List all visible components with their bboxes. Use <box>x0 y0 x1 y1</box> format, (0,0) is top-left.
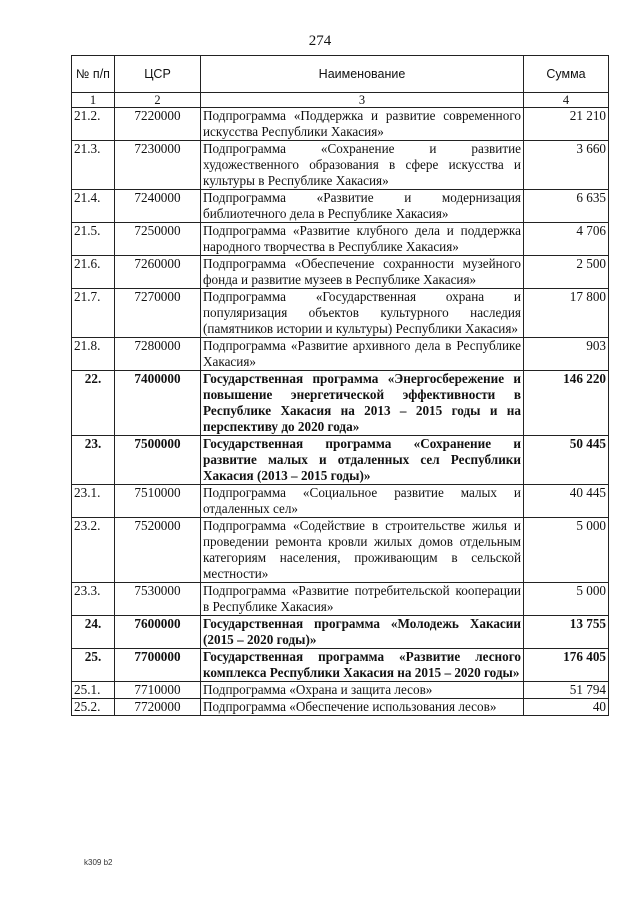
column-index: 1 <box>72 93 115 108</box>
column-index: 2 <box>115 93 201 108</box>
row-code: 7530000 <box>115 583 201 616</box>
row-code: 7270000 <box>115 289 201 338</box>
row-name: Подпрограмма «Содействие в строительстве жилья и проведении ремонта кровли жилых домов отдельным категориям населения, проживающим в сельской местности» <box>201 518 524 583</box>
subprogram-row <box>72 699 609 716</box>
row-number: 21.8. <box>72 338 115 371</box>
row-name: Подпрограмма «Государственная охрана и популяризация объектов культурного наследия (памятников истории и культуры) Республики Хакасия» <box>201 289 524 338</box>
row-amount: 4 706 <box>524 223 609 256</box>
row-number: 23. <box>72 436 115 485</box>
row-name: Подпрограмма «Поддержка и развитие современного искусства Республики Хакасия» <box>201 108 524 141</box>
subprogram-row <box>72 108 609 141</box>
row-amount: 13 755 <box>524 616 609 649</box>
row-name: Подпрограмма «Развитие архивного дела в Республике Хакасия» <box>201 338 524 371</box>
row-number: 21.6. <box>72 256 115 289</box>
row-code: 7280000 <box>115 338 201 371</box>
subprogram-row <box>72 256 609 289</box>
row-amount: 40 445 <box>524 485 609 518</box>
header-amount: Сумма <box>524 56 609 93</box>
row-code: 7250000 <box>115 223 201 256</box>
row-code: 7400000 <box>115 371 201 436</box>
column-index: 4 <box>524 93 609 108</box>
row-number: 25.2. <box>72 699 115 716</box>
row-code: 7220000 <box>115 108 201 141</box>
subprogram-row <box>72 338 609 371</box>
row-amount: 6 635 <box>524 190 609 223</box>
row-number: 21.3. <box>72 141 115 190</box>
row-amount: 21 210 <box>524 108 609 141</box>
subprogram-row <box>72 141 609 190</box>
column-index-row <box>72 93 609 108</box>
row-amount: 40 <box>524 699 609 716</box>
row-amount: 50 445 <box>524 436 609 485</box>
row-amount: 146 220 <box>524 371 609 436</box>
row-number: 21.7. <box>72 289 115 338</box>
header-row <box>72 56 609 93</box>
row-number: 22. <box>72 371 115 436</box>
row-name: Подпрограмма «Развитие и модернизация библиотечного дела в Республике Хакасия» <box>201 190 524 223</box>
header-code: ЦСР <box>115 56 201 93</box>
row-amount: 3 660 <box>524 141 609 190</box>
row-amount: 5 000 <box>524 583 609 616</box>
row-amount: 5 000 <box>524 518 609 583</box>
program-row <box>72 649 609 682</box>
page-number: 274 <box>308 33 332 49</box>
row-number: 23.2. <box>72 518 115 583</box>
row-number: 24. <box>72 616 115 649</box>
program-row <box>72 616 609 649</box>
program-row <box>72 436 609 485</box>
row-number: 25.1. <box>72 682 115 699</box>
row-code: 7700000 <box>115 649 201 682</box>
budget-table <box>71 55 609 716</box>
row-amount: 176 405 <box>524 649 609 682</box>
row-amount: 51 794 <box>524 682 609 699</box>
subprogram-row <box>72 485 609 518</box>
row-code: 7710000 <box>115 682 201 699</box>
header-number: № п/п <box>72 56 115 93</box>
row-name: Государственная программа «Развитие лесного комплекса Республики Хакасия на 2015 – 2020 годы» <box>201 649 524 682</box>
row-name: Государственная программа «Молодежь Хакасии (2015 – 2020 годы)» <box>201 616 524 649</box>
row-code: 7240000 <box>115 190 201 223</box>
subprogram-row <box>72 223 609 256</box>
row-code: 7500000 <box>115 436 201 485</box>
subprogram-row <box>72 190 609 223</box>
row-code: 7520000 <box>115 518 201 583</box>
row-name: Подпрограмма «Сохранение и развитие художественного образования в сфере искусства и культуры в Республике Хакасия» <box>201 141 524 190</box>
subprogram-row <box>72 583 609 616</box>
row-code: 7260000 <box>115 256 201 289</box>
subprogram-row <box>72 289 609 338</box>
program-row <box>72 371 609 436</box>
row-code: 7230000 <box>115 141 201 190</box>
row-name: Государственная программа «Сохранение и развитие малых и отдаленных сел Республики Хакасия (2013 – 2015 годы)» <box>201 436 524 485</box>
row-name: Подпрограмма «Обеспечение сохранности музейного фонда и развитие музеев в Республике Хакасия» <box>201 256 524 289</box>
header-name: Наименование <box>201 56 524 93</box>
row-name: Подпрограмма «Развитие клубного дела и поддержка народного творчества в Республике Хакасия» <box>201 223 524 256</box>
row-amount: 2 500 <box>524 256 609 289</box>
row-code: 7510000 <box>115 485 201 518</box>
row-number: 25. <box>72 649 115 682</box>
subprogram-row <box>72 518 609 583</box>
row-amount: 903 <box>524 338 609 371</box>
row-number: 21.5. <box>72 223 115 256</box>
row-name: Подпрограмма «Социальное развитие малых и отдаленных сел» <box>201 485 524 518</box>
row-number: 23.1. <box>72 485 115 518</box>
row-name: Подпрограмма «Развитие потребительской кооперации в Республике Хакасия» <box>201 583 524 616</box>
row-name: Государственная программа «Энергосбережение и повышение энергетической эффективности в Республике Хакасия на 2013 – 2015 годы и на перспективу до 2020 года» <box>201 371 524 436</box>
row-number: 23.3. <box>72 583 115 616</box>
row-code: 7600000 <box>115 616 201 649</box>
row-name: Подпрограмма «Охрана и защита лесов» <box>201 682 524 699</box>
footer-mark: k309 b2 <box>84 858 113 867</box>
row-number: 21.2. <box>72 108 115 141</box>
row-number: 21.4. <box>72 190 115 223</box>
column-index: 3 <box>201 93 524 108</box>
row-code: 7720000 <box>115 699 201 716</box>
subprogram-row <box>72 682 609 699</box>
row-name: Подпрограмма «Обеспечение использования лесов» <box>201 699 524 716</box>
row-amount: 17 800 <box>524 289 609 338</box>
